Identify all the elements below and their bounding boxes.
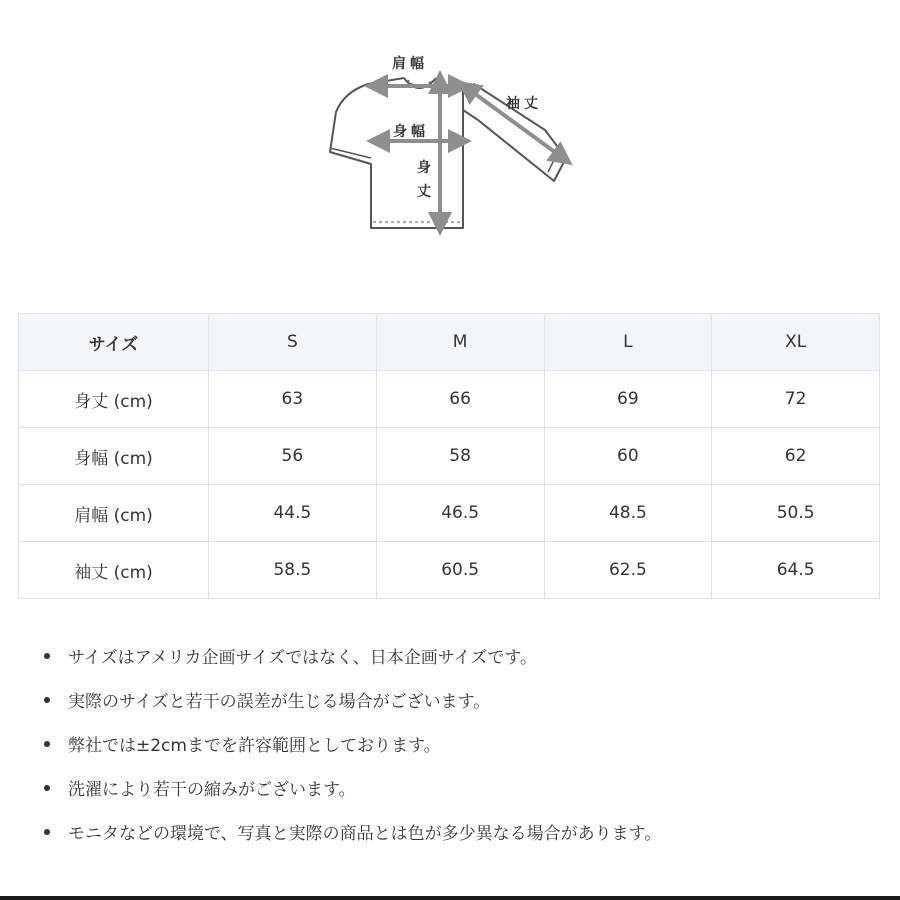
table-cell: 58 (376, 428, 544, 485)
table-row (19, 485, 880, 542)
row-label: 肩幅 (cm) (19, 485, 209, 542)
table-cell: 72 (712, 371, 880, 428)
list-item (44, 768, 661, 812)
bottom-divider (0, 896, 900, 900)
table-row (19, 371, 880, 428)
list-item (44, 680, 661, 724)
shoulder-label: 肩幅 (392, 56, 428, 72)
header-xl: XL (712, 314, 880, 371)
note-text: モニタなどの環境で、写真と実際の商品とは色が多少異なる場合があります。 (68, 824, 662, 844)
list-item (44, 636, 661, 680)
length-label-bottom: 丈 (417, 184, 431, 200)
table-cell: 60 (544, 428, 712, 485)
table-cell: 58.5 (209, 542, 377, 599)
note-text: サイズはアメリカ企画サイズではなく、日本企画サイズです。 (68, 648, 538, 668)
table-cell: 60.5 (376, 542, 544, 599)
bullet-icon (44, 697, 50, 703)
table-cell: 44.5 (209, 485, 377, 542)
row-label: 袖丈 (cm) (19, 542, 209, 599)
length-label-top: 身 (417, 160, 431, 176)
table-row (19, 542, 880, 599)
list-item (44, 812, 661, 856)
bullet-icon (44, 829, 50, 835)
note-text: 洗濯により若干の縮みがございます。 (68, 780, 356, 800)
table-cell: 69 (544, 371, 712, 428)
size-table (18, 313, 880, 599)
header-l: L (544, 314, 712, 371)
table-cell: 63 (209, 371, 377, 428)
bullet-icon (44, 653, 50, 659)
row-label: 身幅 (cm) (19, 428, 209, 485)
measurement-diagram (0, 0, 900, 290)
header-s: S (209, 314, 377, 371)
sleeve-label: 袖丈 (506, 96, 542, 112)
table-cell: 62.5 (544, 542, 712, 599)
table-cell: 48.5 (544, 485, 712, 542)
table-cell: 56 (209, 428, 377, 485)
row-label: 身丈 (cm) (19, 371, 209, 428)
bullet-icon (44, 785, 50, 791)
table-cell: 66 (376, 371, 544, 428)
table-header-row (19, 314, 880, 371)
note-text: 弊社では±2cmまでを許容範囲としております。 (68, 736, 441, 756)
bullet-icon (44, 741, 50, 747)
table-cell: 64.5 (712, 542, 880, 599)
list-item (44, 724, 661, 768)
width-label: 身幅 (393, 124, 429, 140)
header-size: サイズ (19, 314, 209, 371)
notes-list (44, 636, 661, 856)
header-m: M (376, 314, 544, 371)
table-cell: 50.5 (712, 485, 880, 542)
table-cell: 46.5 (376, 485, 544, 542)
note-text: 実際のサイズと若干の誤差が生じる場合がございます。 (68, 692, 491, 712)
table-row (19, 428, 880, 485)
table-cell: 62 (712, 428, 880, 485)
